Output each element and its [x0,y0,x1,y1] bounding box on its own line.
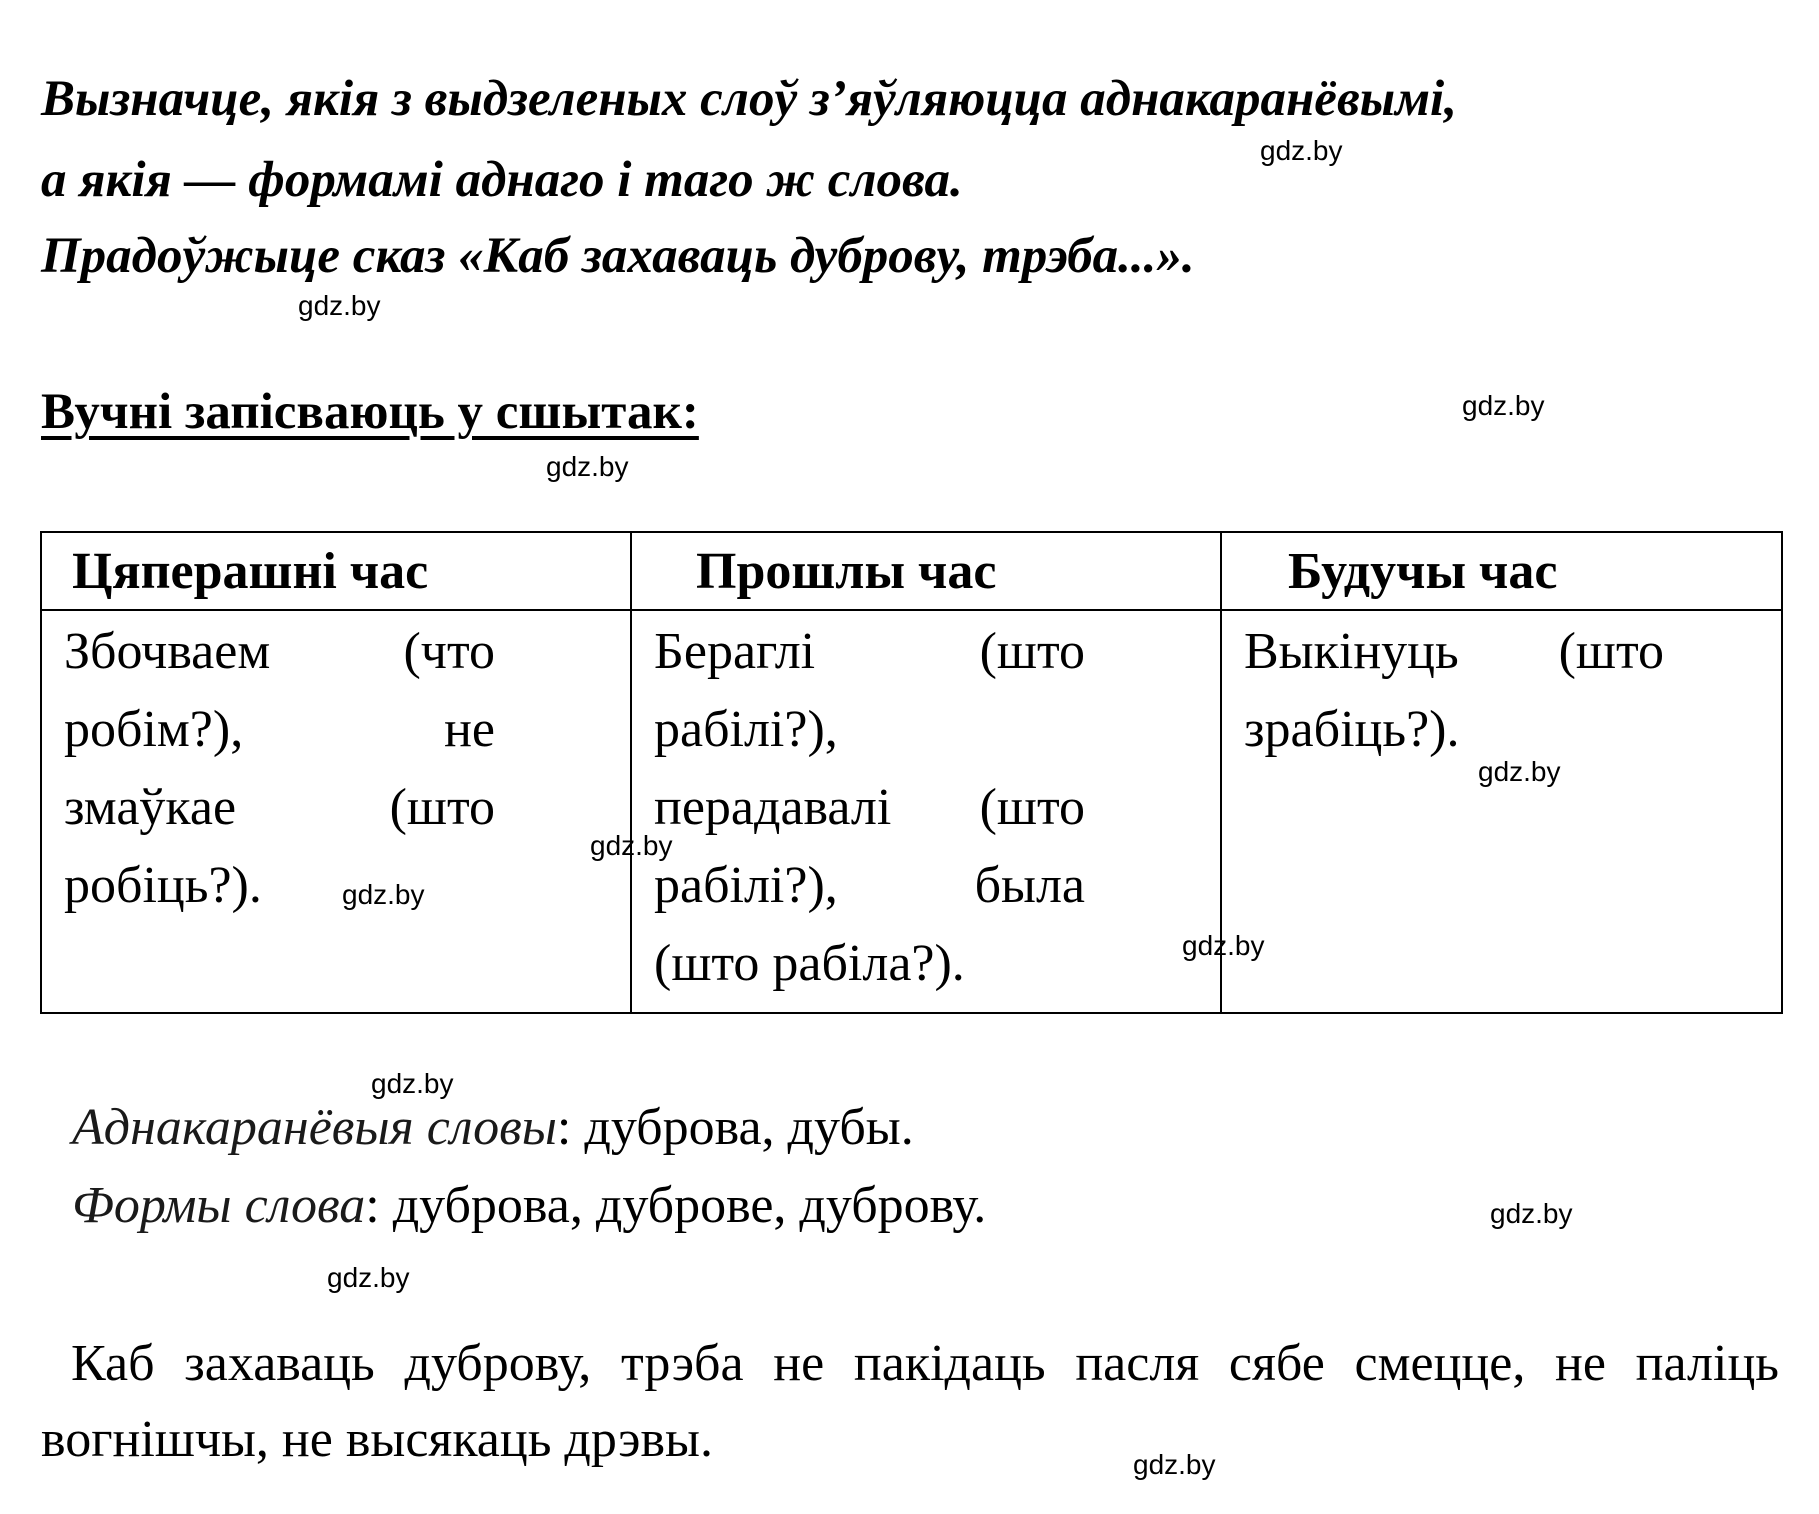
watermark: gdz.by [342,879,425,910]
header-present: Цяперашні час [41,532,631,610]
header-past: Прошлы час [631,532,1221,610]
watermark: gdz.by [1182,930,1265,961]
cell-word: перадавалі [654,779,892,836]
watermark: gdz.by [546,451,629,482]
task-line-2: а якія — формамі аднаго і таго ж слова. [41,152,963,208]
cell-word: (што [389,779,495,836]
watermark: gdz.by [590,830,673,861]
cell-word: змаўкае [64,779,237,836]
watermark: gdz.by [1462,390,1545,421]
cell-word: робіць?). [64,857,262,914]
watermark: gdz.by [1490,1198,1573,1229]
section-heading: Вучні запісваюць у сшытак: [41,384,699,440]
cell-word: была [974,857,1085,914]
same-root-label: Аднакаранёвыя словы [72,1099,557,1156]
cell-future [1221,610,1782,1013]
header-future: Будучы час [1221,532,1782,610]
cell-word: рабілі?), [654,701,838,758]
cell-word: Бераглі [654,623,816,680]
forms-values: : дуброва, дуброве, дуброву. [365,1177,987,1234]
watermark: gdz.by [1133,1449,1216,1480]
cell-word: не [444,701,495,758]
table-row [41,610,1782,1013]
same-root-values: : дуброва, дубы. [556,1099,914,1156]
cell-word: Выкінуць [1244,623,1459,680]
cell-word: зрабіць?). [1244,701,1460,758]
forms-label: Формы слова [72,1177,366,1234]
watermark: gdz.by [371,1068,454,1099]
watermark: gdz.by [1260,135,1343,166]
watermark: gdz.by [298,290,381,321]
cell-past [631,610,1221,1013]
cell-present [41,610,631,1013]
same-root-line [72,1098,914,1158]
watermark: gdz.by [1478,756,1561,787]
task-line-1: Вызначце, якія з выдзеленых слоў з’яўляюцца аднакаранёвымі, [41,71,1457,127]
cell-word: (што [979,779,1085,836]
cell-word: рабілі?), [654,857,838,914]
cell-word: Збочваем [64,623,271,680]
task-line-3: Прадоўжыце сказ «Каб захаваць дуброву, трэба...». [41,228,1195,284]
cell-word: (што [1558,623,1664,680]
watermark: gdz.by [327,1262,410,1293]
forms-line [72,1176,986,1236]
final-sentence: Каб захаваць дуброву, трэба не пакідаць пасля сябе смецце, не паліць вогнішчы, не высякаць дрэвы. [41,1335,1779,1468]
cell-word: (што [979,623,1085,680]
cell-word: (что [403,623,495,680]
cell-word: робім?), [64,701,244,758]
cell-word: (што рабіла?). [654,935,965,992]
table-header-row [41,532,1782,610]
